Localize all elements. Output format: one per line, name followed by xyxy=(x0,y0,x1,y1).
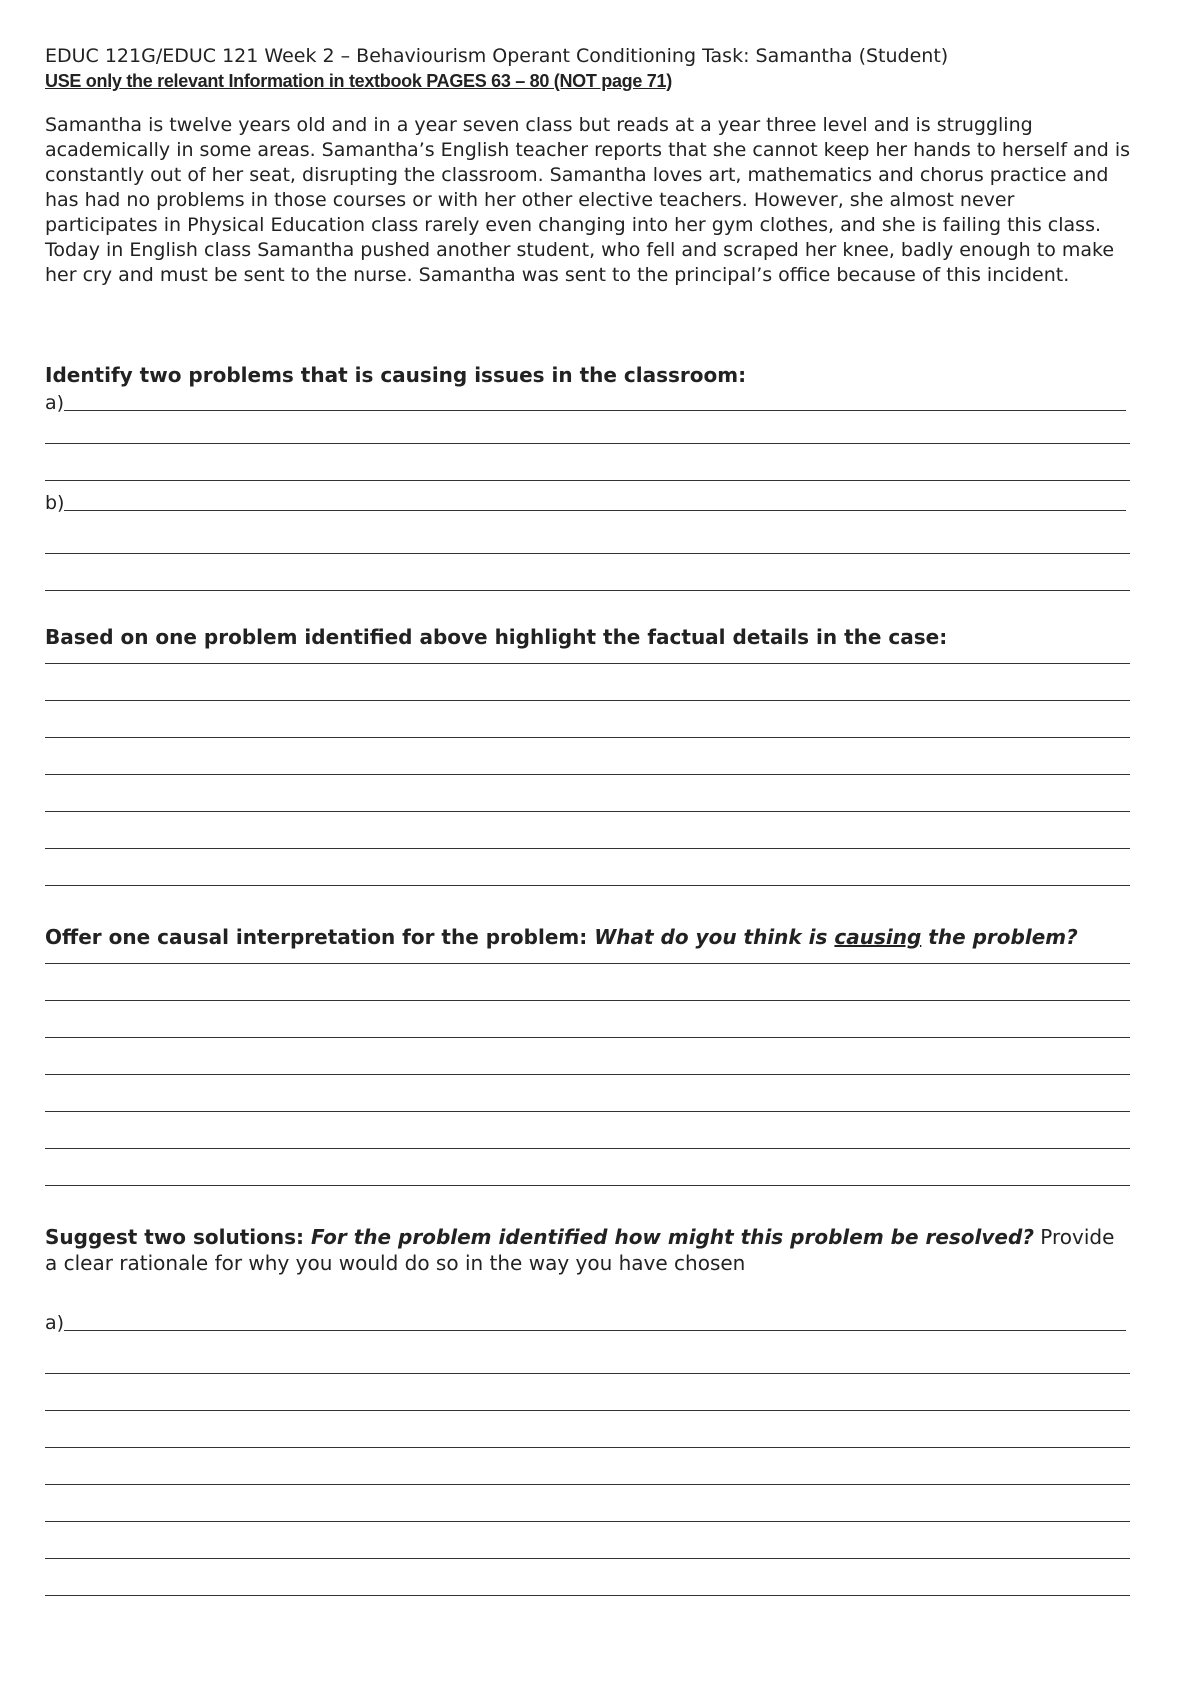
answer-underline xyxy=(64,510,1126,511)
question-2-section xyxy=(45,624,1130,650)
answer-line[interactable] xyxy=(45,1074,1130,1075)
answer-line[interactable] xyxy=(45,1111,1130,1112)
answer-label-a: a) xyxy=(45,1312,65,1334)
question-4-prompt xyxy=(45,1224,1130,1276)
answer-line-1b-wrap xyxy=(45,488,1130,514)
answer-line[interactable] xyxy=(45,1373,1130,1374)
answer-line[interactable] xyxy=(45,480,1130,481)
question-4-prompt-lead: Suggest two solutions: xyxy=(45,1225,312,1249)
answer-line[interactable] xyxy=(45,1595,1130,1596)
answer-label-b: b) xyxy=(45,492,65,514)
question-4-section xyxy=(45,1224,1130,1276)
question-1-prompt: Identify two problems that is causing issues in the classroom: xyxy=(45,363,747,387)
answer-line[interactable] xyxy=(45,848,1130,849)
answer-line[interactable] xyxy=(45,963,1130,964)
question-3-section xyxy=(45,924,1130,950)
question-3-prompt-lead: Offer one causal interpretation for the problem: xyxy=(45,925,595,949)
answer-line-4a-wrap xyxy=(45,1308,1130,1334)
question-4-prompt-italic: For the problem identified how might this problem be resolved? xyxy=(311,1225,1034,1249)
question-3-prompt-italic-1: What do you think is xyxy=(594,925,835,949)
answer-line[interactable] xyxy=(45,700,1130,701)
answer-line[interactable] xyxy=(45,811,1130,812)
answer-label-a: a) xyxy=(45,392,65,414)
worksheet-title: EDUC 121G/EDUC 121 Week 2 – Behaviourism Operant Conditioning Task: Samantha (Student) xyxy=(45,45,949,67)
answer-line[interactable] xyxy=(45,737,1130,738)
answer-line[interactable] xyxy=(45,1410,1130,1411)
answer-line[interactable] xyxy=(45,1484,1130,1485)
worksheet-page xyxy=(45,44,1131,1334)
answer-underline xyxy=(64,1330,1126,1331)
answer-line[interactable] xyxy=(45,1000,1130,1001)
answer-line-4a[interactable] xyxy=(45,1308,1130,1334)
answer-line[interactable] xyxy=(45,774,1130,775)
answer-line[interactable] xyxy=(45,1521,1130,1522)
answer-line[interactable] xyxy=(45,443,1130,444)
case-study-text: Samantha is twelve years old and in a year seven class but reads at a year three level and is struggling academically in some areas. Samantha’s English teacher reports that she cannot keep her hands to herself and is constantly out of her seat, disrupting the classroom. Samantha loves art, mathematics and chorus practice and has had no problems in those courses or with her other elective teachers. However, she almost never participates in Physical Education class rarely even changing into her gym clothes, and she is failing this class. Today in English class Samantha pushed another student, who fell and scraped her knee, badly enough to make her cry and must be sent to the nurse. Samantha was sent to the principal’s office because of this incident. xyxy=(45,114,1131,286)
question-4-prompt-rationale: Provide a clear rationale for why you would do so in the way you have chosen xyxy=(45,1225,1115,1275)
textbook-instruction: USE only the relevant Information in textbook PAGES 63 – 80 (NOT page 71) xyxy=(45,71,672,91)
answer-line-1a[interactable] xyxy=(45,388,1130,414)
answer-line[interactable] xyxy=(45,553,1130,554)
question-3-prompt-italic-2: the problem? xyxy=(921,925,1078,949)
question-1-section xyxy=(45,362,1130,414)
answer-line[interactable] xyxy=(45,1037,1130,1038)
answer-line[interactable] xyxy=(45,1447,1130,1448)
question-3-prompt xyxy=(45,924,1130,950)
question-3-prompt-underlined: causing xyxy=(834,925,922,949)
question-2-prompt: Based on one problem identified above highlight the factual details in the case: xyxy=(45,625,948,649)
answer-line[interactable] xyxy=(45,885,1130,886)
answer-line[interactable] xyxy=(45,590,1130,591)
answer-line[interactable] xyxy=(45,1185,1130,1186)
answer-line[interactable] xyxy=(45,1148,1130,1149)
answer-line[interactable] xyxy=(45,1558,1130,1559)
answer-line-1b[interactable] xyxy=(45,488,1130,514)
answer-underline xyxy=(64,410,1126,411)
answer-line[interactable] xyxy=(45,663,1130,664)
